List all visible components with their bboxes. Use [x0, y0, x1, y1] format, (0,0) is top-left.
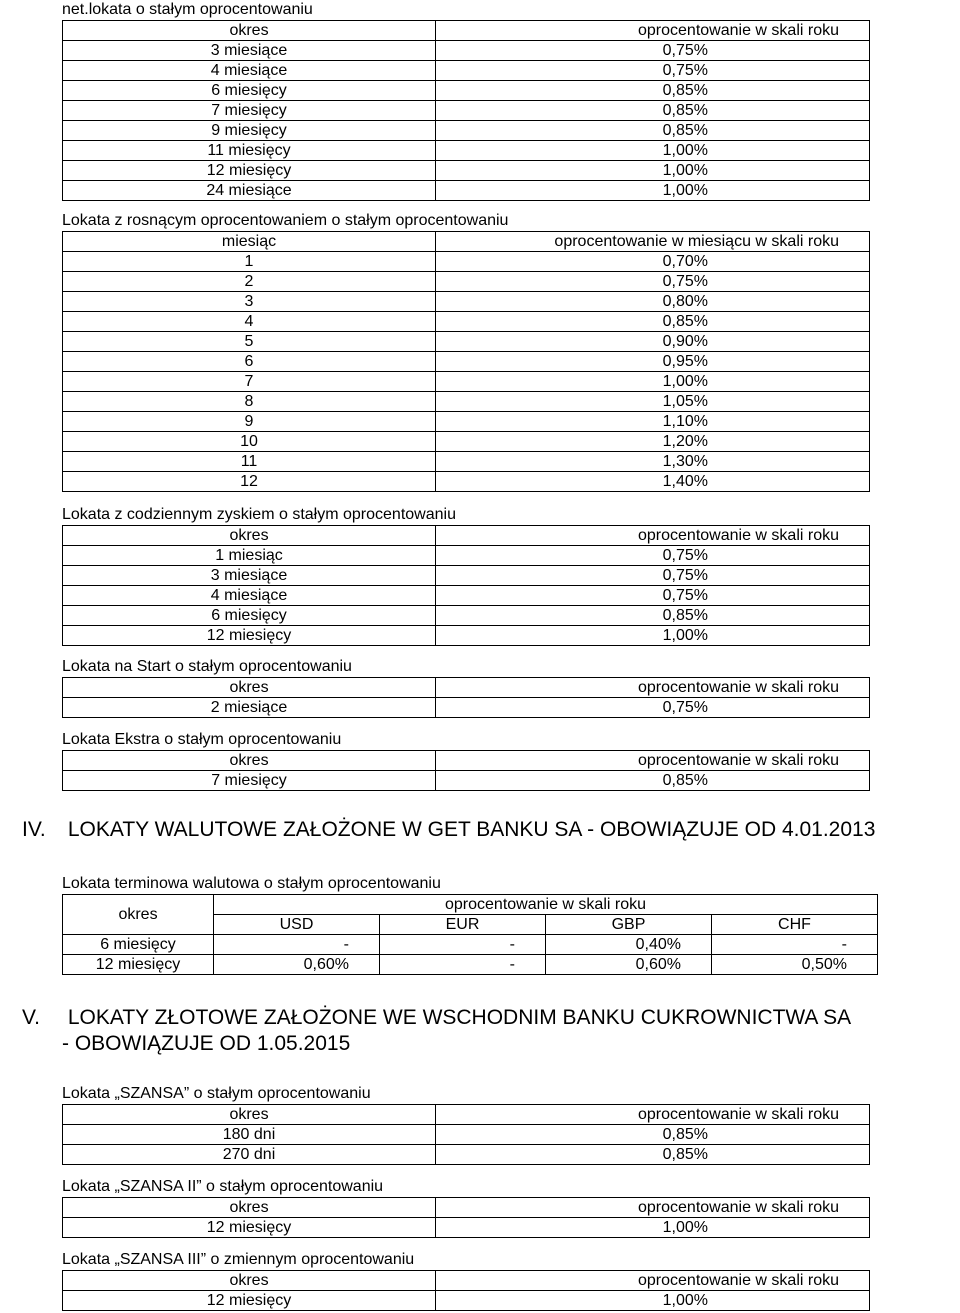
cell-rate: 0,85%	[436, 1125, 870, 1145]
cell-gbp: 0,60%	[546, 955, 712, 975]
cell-okres: 3 miesiące	[63, 41, 436, 61]
header-rate: oprocentowanie w miesiącu w skali roku	[436, 232, 870, 252]
table-row	[63, 432, 870, 452]
header-rate: oprocentowanie w skali roku	[436, 1105, 870, 1125]
table-header-row	[63, 751, 870, 771]
cell-okres: 4 miesiące	[63, 61, 436, 81]
table-title: net.lokata o stałym oprocentowaniu	[62, 1, 313, 18]
section-title-line2: - OBOWIĄZUJE OD 1.05.2015	[62, 1032, 351, 1055]
table-row	[63, 586, 870, 606]
cell-rate: 0,75%	[436, 61, 870, 81]
cell-rate: 0,85%	[436, 121, 870, 141]
rate-table	[62, 1104, 870, 1165]
table-header-row	[63, 678, 870, 698]
table-title: Lokata terminowa walutowa o stałym oprocentowaniu	[62, 875, 441, 892]
cell-okres: 7	[63, 372, 436, 392]
cell-okres: 9	[63, 412, 436, 432]
table-row	[63, 606, 870, 626]
cell-okres: 6 miesięcy	[63, 81, 436, 101]
table-header-row	[63, 526, 870, 546]
header-rate: oprocentowanie w skali roku	[436, 678, 870, 698]
cell-okres: 2 miesiące	[63, 698, 436, 718]
cell-chf: -	[712, 935, 878, 955]
table-row	[63, 412, 870, 432]
cell-rate: 0,85%	[436, 312, 870, 332]
table-row	[63, 1145, 870, 1165]
table-title: Lokata Ekstra o stałym oprocentowaniu	[62, 731, 342, 748]
cell-eur: -	[380, 955, 546, 975]
currency-gbp: GBP	[546, 915, 712, 935]
table-row	[63, 372, 870, 392]
cell-rate: 1,00%	[436, 1218, 870, 1238]
cell-okres: 9 miesięcy	[63, 121, 436, 141]
header-okres: okres	[63, 895, 214, 935]
table-title: Lokata z codziennym zyskiem o stałym oprocentowaniu	[62, 506, 456, 523]
cell-rate: 0,75%	[436, 41, 870, 61]
table-row	[63, 1291, 870, 1311]
cell-rate: 0,85%	[436, 771, 870, 791]
cell-okres: 12 miesięcy	[63, 1218, 436, 1238]
cell-okres: 24 miesiące	[63, 181, 436, 201]
header-okres: okres	[63, 1105, 436, 1125]
table-title: Lokata „SZANSA III” o zmiennym oprocentowaniu	[62, 1251, 415, 1268]
cell-rate: 0,75%	[436, 546, 870, 566]
table-row	[63, 472, 870, 492]
block-szansa-iii	[62, 1250, 870, 1311]
cell-rate: 1,30%	[436, 452, 870, 472]
header-rate: oprocentowanie w skali roku	[436, 21, 870, 41]
cell-rate: 0,85%	[436, 101, 870, 121]
table-row	[63, 566, 870, 586]
header-okres: okres	[63, 21, 436, 41]
cell-rate: 0,80%	[436, 292, 870, 312]
rate-table	[62, 750, 870, 791]
header-okres: okres	[63, 678, 436, 698]
table-row	[63, 955, 878, 975]
rate-table	[62, 20, 870, 201]
cell-rate: 1,00%	[436, 1291, 870, 1311]
cell-rate: 0,75%	[436, 586, 870, 606]
cell-okres: 12	[63, 472, 436, 492]
section-number: V.	[22, 1006, 40, 1029]
rate-table	[62, 1270, 870, 1311]
cell-okres: 6	[63, 352, 436, 372]
header-okres: okres	[63, 1198, 436, 1218]
table-row	[63, 141, 870, 161]
header-okres: okres	[63, 526, 436, 546]
cell-okres: 12 miesięcy	[63, 955, 214, 975]
header-rate: oprocentowanie w skali roku	[436, 1198, 870, 1218]
cell-rate: 0,75%	[436, 272, 870, 292]
cell-rate: 0,90%	[436, 332, 870, 352]
cell-rate: 0,85%	[436, 606, 870, 626]
section-number: IV.	[22, 818, 46, 841]
table-row	[63, 61, 870, 81]
block-net-lokata	[62, 0, 870, 201]
section-heading-iv	[22, 818, 875, 842]
table-title: Lokata na Start o stałym oprocentowaniu	[62, 658, 352, 675]
cell-okres: 11 miesięcy	[63, 141, 436, 161]
section-title: LOKATY WALUTOWE ZAŁOŻONE W GET BANKU SA - OBOWIĄZUJE OD 4.01.2013	[67, 818, 876, 841]
table-row	[63, 161, 870, 181]
header-okres: okres	[63, 1271, 436, 1291]
block-szansa	[62, 1084, 870, 1165]
cell-rate: 1,00%	[436, 161, 870, 181]
table-row	[63, 392, 870, 412]
table-row	[63, 626, 870, 646]
cell-rate: 0,75%	[436, 698, 870, 718]
block-lokata-walutowa	[62, 874, 878, 975]
cell-okres: 6 miesięcy	[63, 935, 214, 955]
cell-okres: 7 miesięcy	[63, 101, 436, 121]
table-title: Lokata „SZANSA II” o stałym oprocentowaniu	[62, 1178, 384, 1195]
header-okres: miesiąc	[63, 232, 436, 252]
cell-okres: 3 miesiące	[63, 566, 436, 586]
table-row	[63, 101, 870, 121]
cell-usd: 0,60%	[214, 955, 380, 975]
table-row	[63, 1218, 870, 1238]
cell-okres: 11	[63, 452, 436, 472]
cell-rate: 1,20%	[436, 432, 870, 452]
table-header-row	[63, 1271, 870, 1291]
cell-okres: 10	[63, 432, 436, 452]
cell-okres: 3	[63, 292, 436, 312]
table-row	[63, 452, 870, 472]
block-codzienny-zysk	[62, 505, 870, 646]
table-row	[63, 312, 870, 332]
currency-usd: USD	[214, 915, 380, 935]
table-row	[63, 935, 878, 955]
table-header-row	[63, 21, 870, 41]
cell-okres: 1	[63, 252, 436, 272]
cell-okres: 12 miesięcy	[63, 161, 436, 181]
table-row	[63, 252, 870, 272]
table-row	[63, 121, 870, 141]
cell-rate: 1,40%	[436, 472, 870, 492]
cell-rate: 0,95%	[436, 352, 870, 372]
rate-table	[62, 231, 870, 492]
cell-gbp: 0,40%	[546, 935, 712, 955]
section-heading-v-line2	[62, 1032, 350, 1056]
section-title-line1: LOKATY ZŁOTOWE ZAŁOŻONE WE WSCHODNIM BANKU CUKROWNICTWA SA	[67, 1006, 852, 1029]
section-heading-v	[22, 1006, 851, 1030]
table-row	[63, 81, 870, 101]
rate-table	[62, 1197, 870, 1238]
cell-okres: 8	[63, 392, 436, 412]
table-title: Lokata z rosnącym oprocentowaniem o stałym oprocentowaniu	[62, 212, 509, 229]
rate-table	[62, 677, 870, 718]
table-header-row	[63, 895, 878, 915]
header-okres: okres	[63, 751, 436, 771]
block-lokata-na-start	[62, 657, 870, 718]
cell-eur: -	[380, 935, 546, 955]
header-rate: oprocentowanie w skali roku	[436, 1271, 870, 1291]
cell-okres: 12 miesięcy	[63, 1291, 436, 1311]
cell-rate: 1,10%	[436, 412, 870, 432]
block-rosnace-oprocentowanie	[62, 211, 870, 492]
table-row	[63, 332, 870, 352]
currency-rate-table	[62, 894, 878, 975]
cell-rate: 1,00%	[436, 141, 870, 161]
cell-usd: -	[214, 935, 380, 955]
cell-okres: 180 dni	[63, 1125, 436, 1145]
cell-okres: 6 miesięcy	[63, 606, 436, 626]
header-group: oprocentowanie w skali roku	[214, 895, 878, 915]
table-row	[63, 272, 870, 292]
table-row	[63, 698, 870, 718]
cell-rate: 1,05%	[436, 392, 870, 412]
cell-okres: 7 miesięcy	[63, 771, 436, 791]
table-row	[63, 181, 870, 201]
cell-okres: 12 miesięcy	[63, 626, 436, 646]
cell-okres: 2	[63, 272, 436, 292]
currency-eur: EUR	[380, 915, 546, 935]
currency-chf: CHF	[712, 915, 878, 935]
table-row	[63, 771, 870, 791]
cell-rate: 0,85%	[436, 1145, 870, 1165]
rate-table	[62, 525, 870, 646]
cell-rate: 1,00%	[436, 372, 870, 392]
table-row	[63, 292, 870, 312]
table-header-row	[63, 1105, 870, 1125]
cell-chf: 0,50%	[712, 955, 878, 975]
table-header-row	[63, 232, 870, 252]
header-rate: oprocentowanie w skali roku	[436, 751, 870, 771]
cell-rate: 0,75%	[436, 566, 870, 586]
table-row	[63, 41, 870, 61]
cell-okres: 1 miesiąc	[63, 546, 436, 566]
table-row	[63, 1125, 870, 1145]
table-row	[63, 352, 870, 372]
cell-rate: 0,70%	[436, 252, 870, 272]
cell-okres: 270 dni	[63, 1145, 436, 1165]
cell-okres: 4	[63, 312, 436, 332]
table-header-row	[63, 1198, 870, 1218]
table-row	[63, 546, 870, 566]
cell-rate: 1,00%	[436, 626, 870, 646]
cell-rate: 0,85%	[436, 81, 870, 101]
header-rate: oprocentowanie w skali roku	[436, 526, 870, 546]
cell-okres: 4 miesiące	[63, 586, 436, 606]
cell-rate: 1,00%	[436, 181, 870, 201]
cell-okres: 5	[63, 332, 436, 352]
block-szansa-ii	[62, 1177, 870, 1238]
block-lokata-ekstra	[62, 730, 870, 791]
table-title: Lokata „SZANSA” o stałym oprocentowaniu	[62, 1085, 371, 1102]
